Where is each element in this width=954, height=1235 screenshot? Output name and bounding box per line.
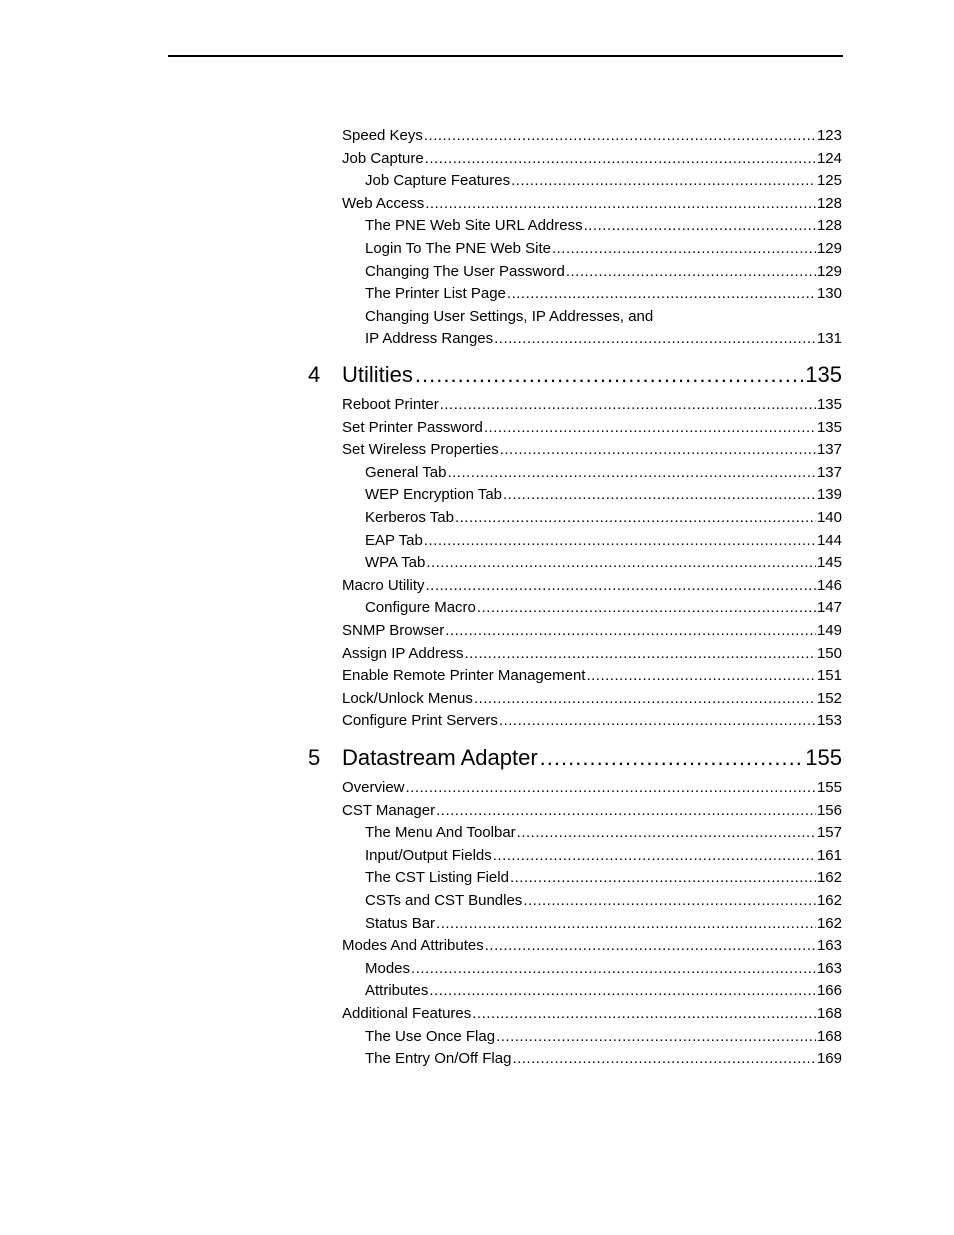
toc-entry-label: Kerberos Tab	[365, 509, 454, 526]
leader-dots	[436, 801, 816, 821]
leader-dots	[517, 823, 816, 843]
leader-dots	[424, 531, 816, 551]
leader-dots	[464, 644, 816, 664]
toc-entry[interactable]	[365, 485, 842, 505]
toc-entry-label: Modes And Attributes	[342, 937, 484, 955]
toc-entry-label: Macro Utility	[342, 576, 425, 594]
toc-page-number: 162	[816, 869, 842, 887]
toc-entry[interactable]	[342, 149, 842, 169]
toc-entry-label: General Tab	[365, 463, 447, 481]
leader-dots	[493, 846, 816, 866]
toc-entry[interactable]	[365, 262, 842, 282]
leader-dots	[566, 262, 816, 282]
leader-dots	[511, 171, 816, 191]
toc-entry-label: IP Address Ranges	[365, 330, 494, 348]
leader-dots	[425, 149, 816, 169]
toc-entry[interactable]	[342, 801, 842, 821]
toc-page-number: 153	[816, 712, 842, 730]
leader-dots	[472, 1004, 816, 1024]
leader-dots	[552, 239, 816, 259]
toc-entry-label: The Entry On/Off Flag	[365, 1050, 512, 1068]
toc-entry[interactable]	[365, 981, 842, 1001]
toc-entry[interactable]	[365, 868, 842, 888]
leader-dots	[523, 891, 816, 911]
leader-dots	[540, 744, 804, 772]
toc-page-number: 155	[816, 779, 842, 796]
toc-entry[interactable]	[342, 711, 842, 731]
toc-entry[interactable]	[365, 463, 842, 483]
toc-entry[interactable]	[342, 666, 842, 686]
toc-page-number: 135	[816, 418, 842, 436]
toc-entry[interactable]	[342, 418, 842, 438]
chapter-page-number: 135	[805, 362, 842, 387]
toc-page-number: 146	[816, 576, 842, 594]
toc-entry[interactable]	[365, 914, 842, 934]
toc-entry[interactable]	[342, 621, 842, 641]
leader-dots	[445, 621, 816, 641]
chapter-heading[interactable]	[308, 744, 842, 772]
toc-entry-label: Assign IP Address	[342, 644, 464, 662]
toc-entry-label: WEP Encryption Tab	[365, 486, 503, 504]
toc-entry-label: Speed Keys	[342, 127, 423, 144]
toc-entry-label: The Printer List Page	[365, 285, 506, 303]
toc-entry-label: Set Printer Password	[342, 418, 483, 436]
toc-entry[interactable]	[342, 576, 842, 596]
leader-dots	[406, 778, 816, 798]
toc-entry-label: Job Capture Features	[365, 172, 511, 190]
toc-entry-label: WPA Tab	[365, 554, 426, 572]
leader-dots	[503, 485, 816, 505]
toc-entry-label: The Menu And Toolbar	[365, 824, 516, 842]
chapter-title: Datastream Adapter	[342, 745, 538, 770]
toc-entry[interactable]	[365, 553, 842, 573]
toc-entry[interactable]	[365, 284, 842, 304]
toc-entry[interactable]	[365, 1027, 842, 1047]
toc-page-number: 156	[816, 801, 842, 819]
toc-page-number: 129	[816, 262, 842, 280]
toc-page-number: 125	[816, 172, 842, 190]
toc-entry[interactable]	[342, 689, 842, 709]
leader-dots	[477, 598, 816, 618]
toc-entry[interactable]	[342, 126, 842, 146]
toc-page-number: 150	[816, 644, 842, 662]
leader-dots	[499, 711, 816, 731]
toc-entry[interactable]	[342, 778, 842, 798]
toc-page-number: 130	[816, 285, 842, 303]
toc-entry-label: CSTs and CST Bundles	[365, 892, 523, 909]
leader-dots	[494, 329, 816, 349]
toc-entry[interactable]	[342, 440, 842, 460]
toc-page-number: 129	[816, 240, 842, 257]
toc-page-number: 139	[816, 486, 842, 504]
toc-entry[interactable]	[342, 644, 842, 664]
toc-entry[interactable]	[342, 194, 842, 214]
toc-entry-label: Web Access	[342, 194, 425, 212]
chapter-page-number: 155	[805, 745, 842, 770]
toc-entry-label: Status Bar	[365, 914, 436, 932]
leader-dots	[426, 553, 816, 573]
toc-entry[interactable]	[365, 846, 842, 866]
leader-dots	[496, 1027, 816, 1047]
toc-entry-label: Input/Output Fields	[365, 846, 492, 864]
toc-page-number: 128	[816, 194, 842, 212]
toc-page-number: 135	[816, 396, 842, 413]
toc-page-number: 166	[816, 982, 842, 1000]
toc-entry[interactable]	[365, 508, 842, 528]
toc-page-number: 147	[816, 599, 842, 617]
toc-entry-label: Login To The PNE Web Site	[365, 240, 551, 257]
toc-entry[interactable]	[365, 216, 842, 236]
toc-entry-label: The Use Once Flag	[365, 1027, 496, 1045]
toc-entry-label: Configure Macro	[365, 599, 476, 617]
leader-dots	[510, 868, 816, 888]
leader-dots	[424, 126, 816, 146]
toc-entry[interactable]	[365, 1049, 842, 1069]
toc-page-number: 168	[816, 1027, 842, 1045]
toc-page-number: 124	[816, 149, 842, 167]
toc-page-number: 161	[816, 846, 842, 864]
toc-page-number: 144	[816, 531, 842, 549]
toc-page-number: 157	[816, 824, 842, 842]
toc-entry-label: Enable Remote Printer Management	[342, 667, 586, 685]
toc-page-number: 162	[816, 892, 842, 909]
toc-entry-label: Set Wireless Properties	[342, 441, 499, 459]
leader-dots	[411, 959, 816, 979]
toc-page-number: 140	[816, 509, 842, 526]
toc-page-number: 145	[816, 554, 842, 572]
toc-entry-label: Job Capture	[342, 149, 424, 167]
toc-entry[interactable]	[365, 239, 842, 259]
toc-entry[interactable]	[365, 329, 842, 349]
toc-page-number: 163	[816, 937, 842, 955]
toc-entry-label: SNMP Browser	[342, 622, 445, 639]
leader-dots	[415, 361, 803, 389]
toc-entry[interactable]	[365, 959, 842, 979]
toc-page-number: 131	[816, 330, 842, 348]
toc-entry[interactable]	[365, 891, 842, 911]
toc-entry[interactable]	[365, 531, 842, 551]
toc-entry-label: Lock/Unlock Menus	[342, 689, 473, 707]
leader-dots	[436, 914, 816, 934]
chapter-number: 4	[308, 362, 321, 387]
toc-entry-label: EAP Tab	[365, 531, 423, 549]
toc-entry-label: Configure Print Servers	[342, 712, 498, 730]
header-rule	[168, 55, 843, 57]
leader-dots	[425, 194, 816, 214]
leader-dots	[485, 936, 816, 956]
toc-entry[interactable]	[365, 171, 842, 191]
leader-dots	[447, 463, 816, 483]
toc-entry-label: Attributes	[365, 982, 429, 1000]
toc-entry-label: Additional Features	[342, 1005, 472, 1022]
toc-page-number: 151	[816, 667, 842, 685]
leader-dots	[429, 981, 816, 1001]
toc-entry[interactable]	[342, 395, 842, 415]
leader-dots	[440, 395, 816, 415]
leader-dots	[474, 689, 816, 709]
toc-page-number: 169	[816, 1050, 842, 1068]
leader-dots	[426, 576, 816, 596]
leader-dots	[512, 1049, 816, 1069]
toc-entry-label[interactable]: Changing User Settings, IP Addresses, and	[365, 307, 654, 325]
chapter-heading[interactable]	[308, 361, 842, 389]
toc-page-number: 137	[816, 463, 842, 481]
leader-dots	[584, 216, 816, 236]
toc-page-number: 162	[816, 914, 842, 932]
leader-dots	[455, 508, 816, 528]
toc-entry-label: Modes	[365, 959, 411, 977]
chapter-title: Utilities	[342, 362, 413, 387]
toc-entry-label: Overview	[342, 779, 405, 796]
leader-dots	[507, 284, 816, 304]
toc-entry-label: The PNE Web Site URL Address	[365, 217, 583, 235]
toc-page-number: 128	[816, 217, 842, 235]
toc-entry-label: Changing The User Password	[365, 262, 565, 280]
toc-page-number: 149	[816, 622, 842, 639]
toc-entry-label: Reboot Printer	[342, 396, 439, 413]
leader-dots	[586, 666, 816, 686]
toc-page-number: 137	[816, 441, 842, 459]
toc-entry[interactable]	[365, 598, 842, 618]
toc-entry-label: The CST Listing Field	[365, 869, 509, 887]
leader-dots	[484, 418, 816, 438]
toc-entry[interactable]	[342, 1004, 842, 1024]
toc-entry[interactable]	[365, 823, 842, 843]
toc-page-number: 123	[816, 127, 842, 144]
toc-entry[interactable]	[342, 936, 842, 956]
toc-page-number: 152	[816, 689, 842, 707]
toc-entry-label: CST Manager	[342, 801, 436, 819]
toc-page-number: 163	[816, 959, 842, 977]
toc-page-number: 168	[816, 1005, 842, 1022]
leader-dots	[500, 440, 816, 460]
chapter-number: 5	[308, 745, 321, 770]
